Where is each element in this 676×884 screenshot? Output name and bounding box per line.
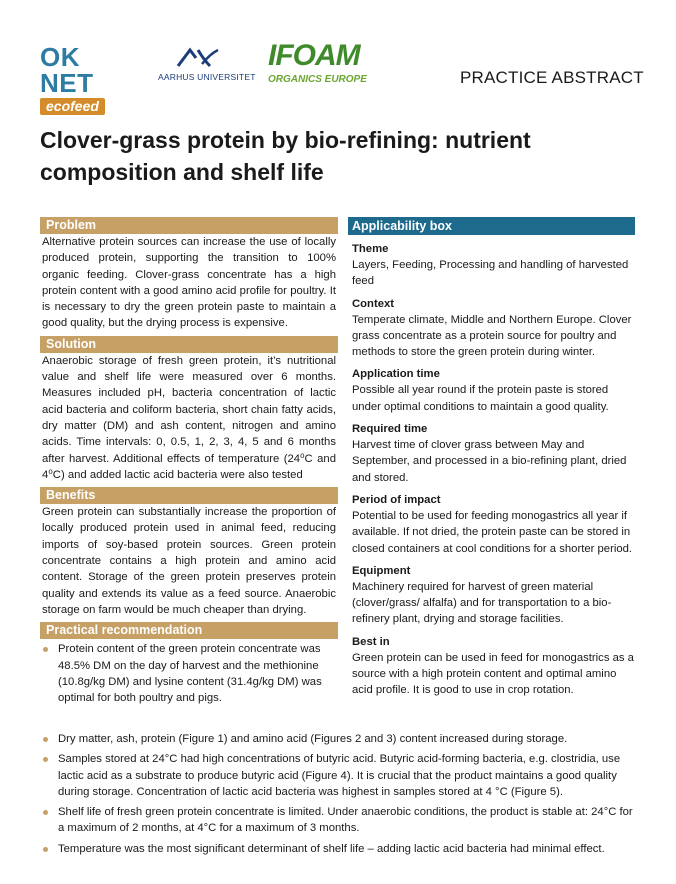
applicability-items xyxy=(348,241,635,699)
applicability-item-text: Machinery required for harvest of green material (clover/grass/ alfalfa) and for transportation to a bio-refinery plant, drying and storage facilities. xyxy=(352,580,612,626)
applicability-item-text: Potential to be used for feeding monogastrics all year if available. If not dried, the protein paste can be stored in closed containers at cool conditions for a shorter period. xyxy=(352,509,633,555)
problem-heading: Problem xyxy=(40,217,338,234)
applicability-item-text: Green protein can be used in feed for monogastrics as a source with a high protein content and optimal amino acid profile. It is good to use in crop rotation. xyxy=(352,651,634,697)
recommendation-text: Protein content of the green protein concentrate was 48.5% DM on the day of harvest and the methionine (10.8g/kg DM) and lysine content (31.4g/kg DM) was optimal for both poultry and pigs. xyxy=(58,643,322,705)
bullet-icon xyxy=(43,757,48,762)
list-item xyxy=(40,731,640,747)
organics-europe-logo-text: ORGANICS EUROPE xyxy=(268,74,367,85)
applicability-item-title: Best in xyxy=(352,635,390,648)
ok-net-ecofeed-logo xyxy=(40,44,140,116)
aarhus-seal-icon xyxy=(174,46,224,68)
aarhus-university-logo xyxy=(158,46,258,82)
recommendation-list-narrow xyxy=(40,641,338,706)
applicability-box xyxy=(348,217,635,699)
applicability-item-text: Temperate climate, Middle and Northern Europe. Clover grass concentrate as a protein source for poultry and methods to store the green protein during winter. xyxy=(352,313,632,359)
left-column xyxy=(40,217,338,706)
ifoam-logo-text: IFOAM xyxy=(268,39,360,72)
bullet-icon xyxy=(43,647,48,652)
benefits-heading: Benefits xyxy=(40,487,338,504)
recommendation-text: Samples stored at 24°C had high concentrations of butyric acid. Butyric acid-forming bacteria, e.g. clostridia, use lactic acid as a substrate to produce butyric acid (Figure 4). It is crucial that the product maintains a good quality during storage. Concentration of lactic acid bacteria was highest in samples stored at 4 °C (Figure 5). xyxy=(58,753,621,798)
applicability-item-title: Context xyxy=(352,297,395,310)
ok-net-logo-text: OK NET xyxy=(40,42,94,98)
recommendation-text: Temperature was the most significant determinant of shelf life – adding lactic acid bacteria had minimal effect. xyxy=(58,842,605,855)
solution-text: Anaerobic storage of fresh green protein, it’s nutritional value and shelf life were measured over 6 months. Measures included pH, bacteria concentration of lactic acid bacteria and coliform bacteria, short chain fatty acids, dry matter (DM) and ash content, nitrogen and amino acids. Time intervals: 0, 0.5, 1, 2, 3, 4, 5 and 6 months after harvest. Additional effects of temperature (24⁰C and 4⁰C) and added lactic acid bacteria were also tested xyxy=(42,354,336,481)
solution-heading: Solution xyxy=(40,336,338,353)
recommendation-text: Shelf life of fresh green protein concentrate is limited. Under anaerobic conditions, the product is stable at: 24°C for a maximum of 2 months, at 4°C for a maximum of 3 months. xyxy=(58,806,633,835)
applicability-item-title: Theme xyxy=(352,243,389,255)
applicability-item-text: Harvest time of clover grass between May and September, and processed in a bio-refining plant, dried and stored. xyxy=(352,439,627,484)
problem-text: Alternative protein sources can increase the use of locally produced protein, supporting the transition to 100% organic feeding. Clover-grass concentrate has a high protein content with a good amino acid profile for poultry. It is necessary to dry the green protein paste to maintain a good quality, but the drying process is expensive. xyxy=(42,236,336,330)
applicability-item-title: Required time xyxy=(352,423,428,436)
document-type-label: PRACTICE ABSTRACT xyxy=(460,68,644,87)
ifoam-organics-europe-logo xyxy=(268,40,367,85)
aarhus-logo-text: AARHUS UNIVERSITET xyxy=(158,72,256,82)
ecofeed-logo-text: ecofeed xyxy=(40,98,105,115)
list-item xyxy=(40,841,640,857)
bullet-icon xyxy=(43,810,48,815)
list-item xyxy=(40,804,640,837)
list-item xyxy=(40,751,640,800)
applicability-item-text: Layers, Feeding, Processing and handling of harvested feed xyxy=(352,259,629,288)
applicability-item-title: Equipment xyxy=(352,564,411,577)
recommendation-text: Dry matter, ash, protein (Figure 1) and amino acid (Figures 2 and 3) content increased during storage. xyxy=(58,733,568,745)
bullet-icon xyxy=(43,737,48,742)
bullet-icon xyxy=(43,847,48,852)
page-title: Clover-grass protein by bio-refining: nutrient composition and shelf life xyxy=(40,127,531,185)
recommendation-list-wide xyxy=(40,731,640,861)
list-item xyxy=(40,641,338,706)
applicability-item-title: Application time xyxy=(352,368,440,381)
applicability-item-title: Period of impact xyxy=(352,493,441,506)
benefits-text: Green protein can substantially increase the proportion of locally produced protein used in animal feed, reducing imports of soy-based protein sources. Green protein concentrate contains a high protein and amino acid content. Storage of the green protein preserves protein quality and extends its value as a feed source. Anaerobic storage on farm would be much cheaper than drying. xyxy=(42,506,336,616)
applicability-heading: Applicability box xyxy=(348,217,635,235)
practical-recommendation-heading: Practical recommendation xyxy=(40,622,338,639)
applicability-item-text: Possible all year round if the protein paste is stored under optimal conditions to maintain a good quality. xyxy=(352,384,609,413)
